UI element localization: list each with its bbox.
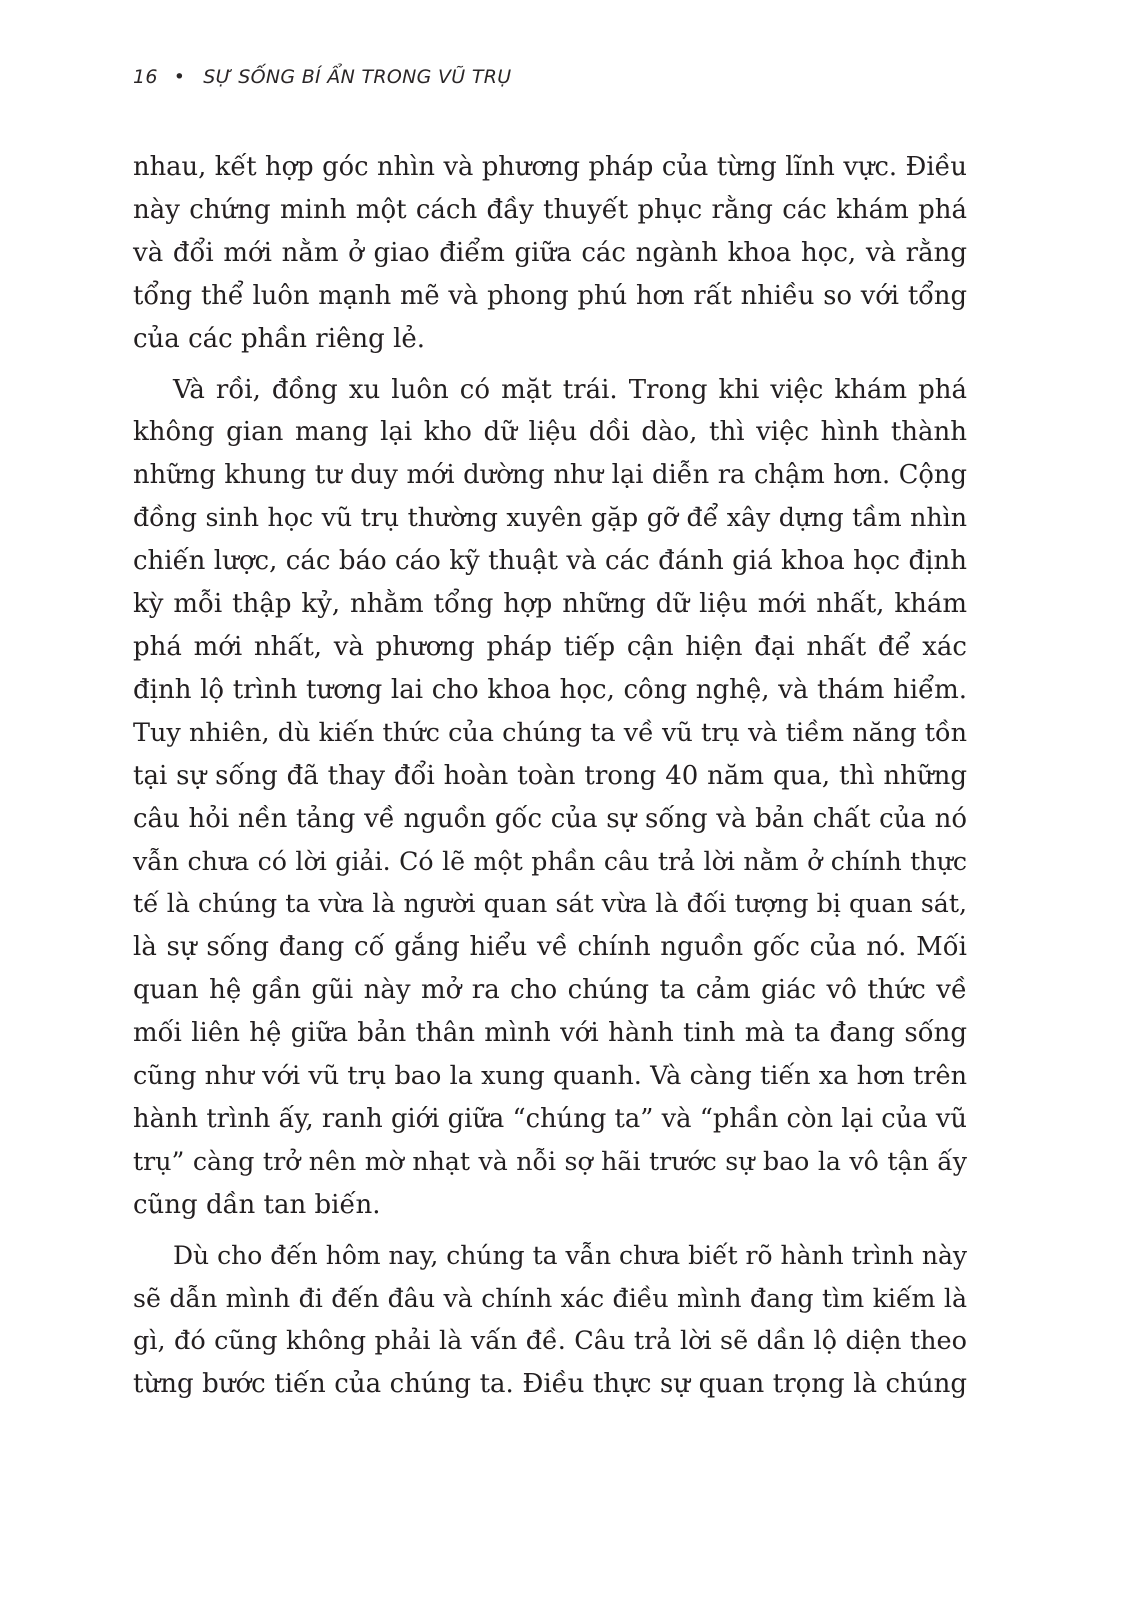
paragraph-1: [133, 146, 967, 361]
paragraph-3: [133, 1235, 967, 1407]
text-line: hành trình ấy, ranh giới giữa “chúng ta” và “phần còn lại của vũ: [133, 1103, 967, 1134]
text-line: từng bước tiến của chúng ta. Điều thực sự quan trọng là chúng: [133, 1369, 967, 1400]
running-header: [133, 66, 511, 88]
text-line: là sự sống đang cố gắng hiểu về chính nguồn gốc của nó. Mối: [133, 932, 967, 963]
text-line: tổng thể luôn mạnh mẽ và phong phú hơn rất nhiều so với tổng: [133, 280, 967, 311]
text-line: trụ” càng trở nên mờ nhạt và nỗi sợ hãi trước sự bao la vô tận ấy: [133, 1146, 967, 1176]
text-line: quan hệ gần gũi này mở ra cho chúng ta cảm giác vô thức về: [133, 975, 967, 1006]
text-line: không gian mang lại kho dữ liệu dồi dào, thì việc hình thành: [133, 417, 967, 448]
text-line: mối liên hệ giữa bản thân mình với hành tinh mà ta đang sống: [133, 1018, 967, 1049]
text-line: của các phần riêng lẻ.: [133, 323, 426, 354]
text-line: Tuy nhiên, dù kiến thức của chúng ta về vũ trụ và tiềm năng tồn: [133, 717, 967, 748]
text-line: gì, đó cũng không phải là vấn đề. Câu trả lời sẽ dần lộ diện theo: [133, 1326, 967, 1357]
text-line: nhau, kết hợp góc nhìn và phương pháp của từng lĩnh vực. Điều: [133, 152, 967, 182]
text-line: cũng dần tan biến.: [133, 1189, 381, 1220]
text-line: tế là chúng ta vừa là người quan sát vừa là đối tượng bị quan sát,: [133, 889, 967, 919]
text-line: định lộ trình tương lai cho khoa học, công nghệ, và thám hiểm.: [133, 674, 967, 705]
text-line: phá mới nhất, và phương pháp tiếp cận hiện đại nhất để xác: [133, 631, 967, 662]
text-line: kỳ mỗi thập kỷ, nhằm tổng hợp những dữ liệu mới nhất, khám: [133, 589, 967, 620]
text-line: này chứng minh một cách đầy thuyết phục rằng các khám phá: [133, 194, 967, 225]
text-line: đồng sinh học vũ trụ thường xuyên gặp gỡ để xây dựng tầm nhìn: [133, 503, 967, 533]
text-line: những khung tư duy mới dường như lại diễn ra chậm hơn. Cộng: [133, 460, 967, 491]
page-number: 16: [133, 66, 158, 88]
text-line: câu hỏi nền tảng về nguồn gốc của sự sống và bản chất của nó: [133, 803, 967, 834]
body-text: [133, 146, 967, 1414]
book-title: SỰ SỐNG BÍ ẨN TRONG VŨ TRỤ: [203, 66, 512, 88]
bullet-separator: •: [173, 66, 186, 88]
text-line: và đổi mới nằm ở giao điểm giữa các ngành khoa học, và rằng: [133, 237, 967, 268]
text-line: Và rồi, đồng xu luôn có mặt trái. Trong khi việc khám phá: [173, 374, 967, 405]
text-line: cũng như với vũ trụ bao la xung quanh. Và càng tiến xa hơn trên: [133, 1061, 967, 1092]
text-line: chiến lược, các báo cáo kỹ thuật và các đánh giá khoa học định: [133, 546, 967, 577]
text-line: vẫn chưa có lời giải. Có lẽ một phần câu trả lời nằm ở chính thực: [133, 846, 967, 876]
text-line: sẽ dẫn mình đi đến đâu và chính xác điều mình đang tìm kiếm là: [133, 1283, 967, 1313]
text-line: tại sự sống đã thay đổi hoàn toàn trong 40 năm qua, thì những: [133, 760, 967, 791]
paragraph-2: [133, 369, 967, 1227]
text-line: Dù cho đến hôm nay, chúng ta vẫn chưa biết rõ hành trình này: [173, 1240, 967, 1270]
